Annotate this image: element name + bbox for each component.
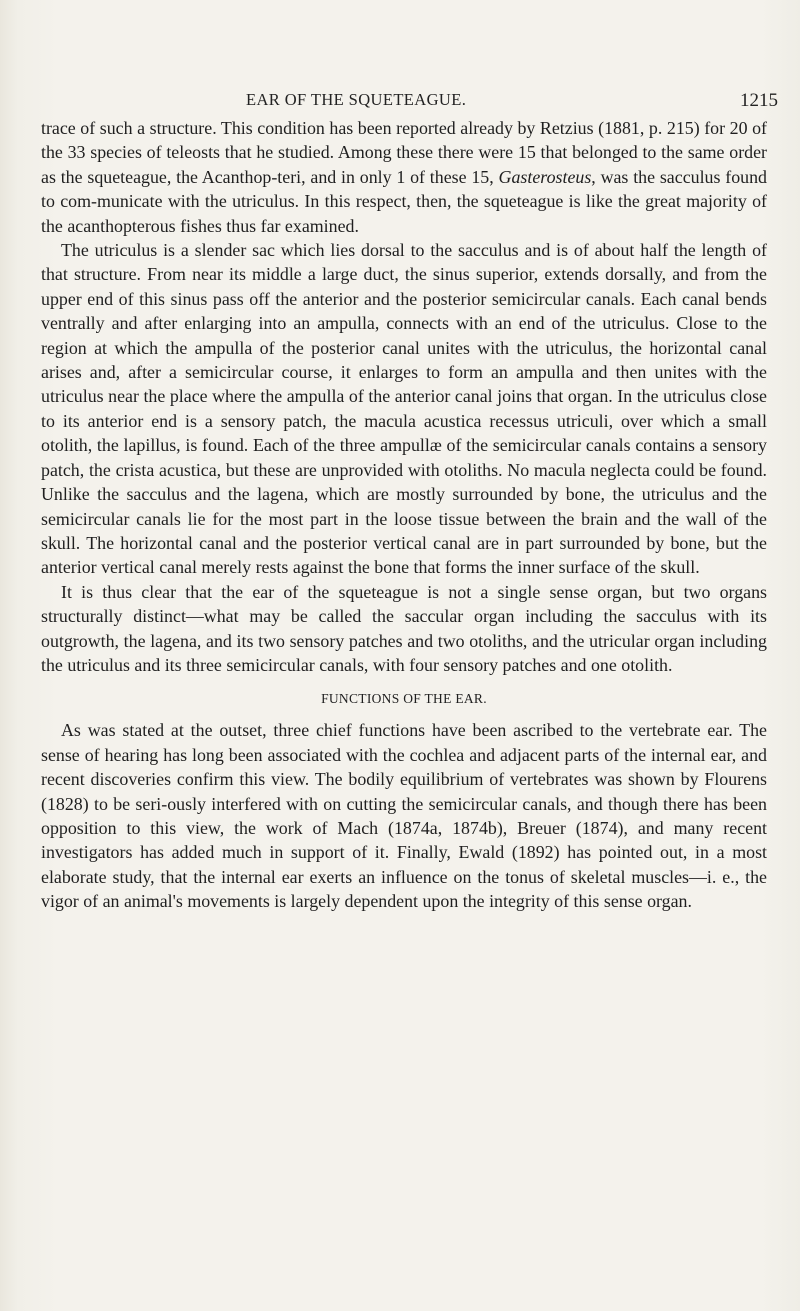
paragraph-continuation: trace of such a structure. This condition has been reported already by Retzius (1881, p. 215) for 20 of the 33 species of teleosts that he studied. Among these there were 15 that belonged to the same order as the squeteague, the Acanthop-teri, and in only 1 of these 15, Gasterosteus, was the sacculus found to com-municate with the utriculus. In this respect, then, the squeteague is like the great majority of the acanthopterous fishes thus far examined. — [41, 118, 767, 236]
body-text — [41, 116, 767, 914]
section-heading: FUNCTIONS OF THE EAR. — [321, 691, 487, 707]
paragraph-utriculus: The utriculus is a slender sac which lies dorsal to the sacculus and is of about half the length of that structure. From near its middle a large duct, the sinus superior, extends dorsally, and from the upper end of this sinus pass off the anterior and the posterior semicircular canals. Each canal bends ventrally and after enlarging into an ampulla, connects with an end of the utriculus. Close to the region at which the ampulla of the posterior canal unites with the utriculus, the horizontal canal arises and, after a semicircular course, it enlarges to form an ampulla and then unites with the utriculus near the place where the ampulla of the anterior canal joins that organ. In the utriculus close to its anterior end is a sensory patch, the macula acustica recessus utriculi, over which a small otolith, the lapillus, is found. Each of the three ampullæ of the semicircular canals contains a sensory patch, the crista acustica, but these are unprovided with otoliths. No macula neglecta could be found. Unlike the sacculus and the lagena, which are mostly surrounded by bone, the utriculus and the semicircular canals lie for the most part in the loose tissue between the brain and the wall of the skull. The horizontal canal and the posterior vertical canal are in part surrounded by bone, but the anterior vertical canal merely rests against the bone that forms the inner surface of the skull. — [41, 240, 767, 578]
page-number: 1215 — [740, 90, 778, 111]
paragraph-functions: As was stated at the outset, three chief functions have been ascribed to the vertebrate ear. The sense of hearing has long been associated with the cochlea and adjacent parts of the internal ear, and recent discoveries confirm this view. The bodily equilibrium of vertebrates was shown by Flourens (1828) to be seri-ously interfered with on cutting the semicircular canals, and though there has been opposition to this view, the work of Mach (1874a, 1874b), Breuer (1874), and many recent investigators has added much in support of it. Finally, Ewald (1892) has pointed out, in a most elaborate study, that the internal ear exerts an influence on the tonus of skeletal muscles—i. e., the vigor of an animal's movements is largely dependent upon the integrity of this sense organ. — [41, 720, 767, 912]
paragraph-two-organs: It is thus clear that the ear of the squeteague is not a single sense organ, but two organs structurally distinct—what may be called the saccular organ including the sacculus with its outgrowth, the lagena, and its two sensory patches and two otoliths, and the utricular organ including the utriculus and its three semicircular canals, with four sensory patches and one otolith. — [41, 581, 767, 675]
genus-name: Gasterosteus — [498, 166, 592, 187]
running-title: EAR OF THE SQUETEAGUE. — [246, 90, 467, 109]
